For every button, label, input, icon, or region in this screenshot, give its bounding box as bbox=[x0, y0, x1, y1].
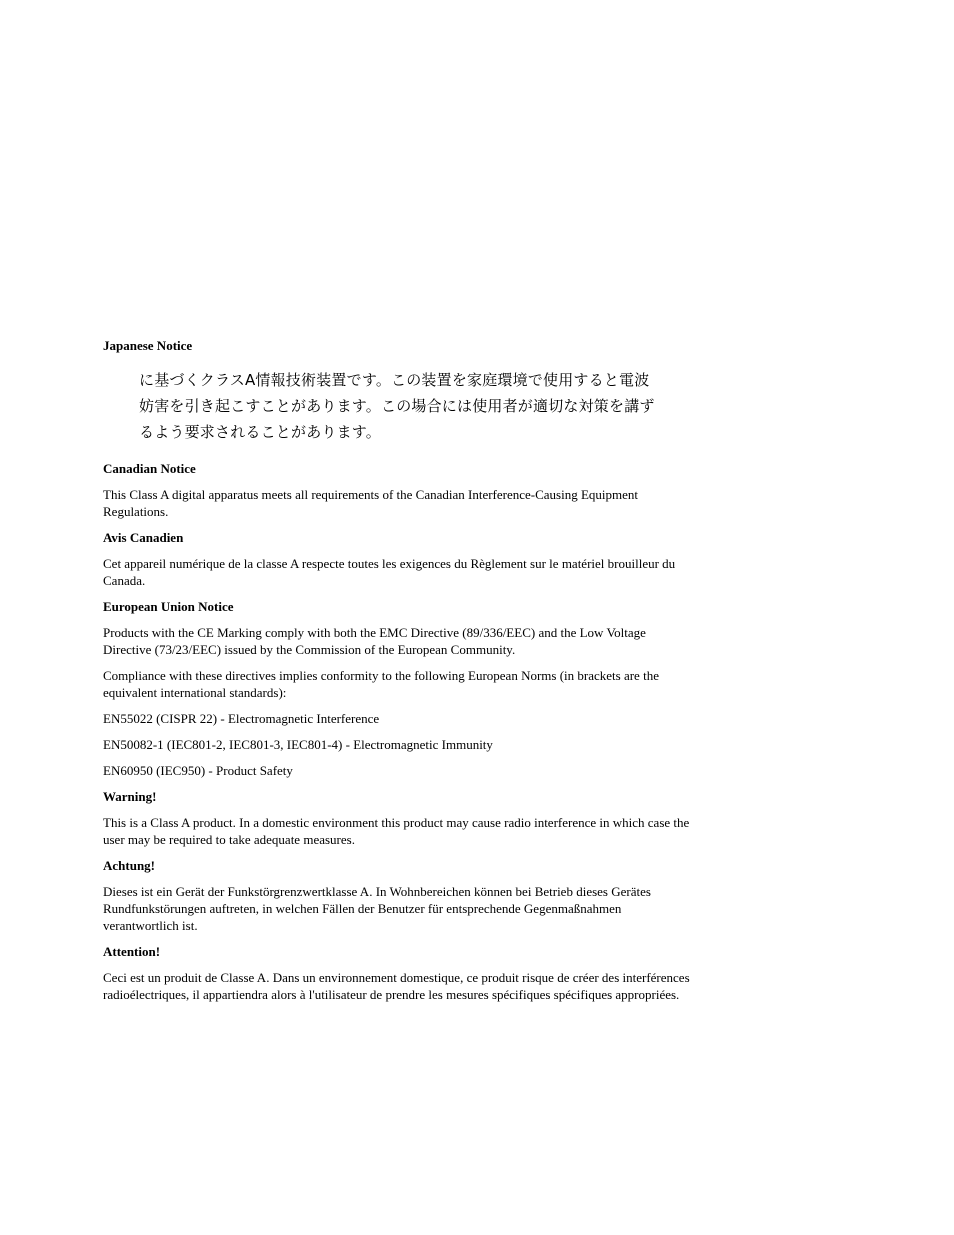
eu-norm-item: EN60950 (IEC950) - Product Safety bbox=[103, 763, 293, 778]
canadian-notice-heading: Canadian Notice bbox=[103, 461, 196, 476]
japanese-notice-line: るよう要求されることがあります。 bbox=[139, 423, 382, 441]
avis-canadien-text: Cet appareil numérique de la classe A respecte toutes les exigences du Règlement sur le matériel brouilleur du Canada. bbox=[103, 556, 676, 588]
canadian-notice-text: This Class A digital apparatus meets all requirements of the Canadian Interference-Causing Equipment Regulations. bbox=[103, 487, 639, 519]
attention-heading: Attention! bbox=[103, 944, 161, 959]
achtung-text: Dieses ist ein Gerät der Funkstörgrenzwertklasse A. In Wohnbereichen können bei Betrieb dieses Gerätes Rundfunkstörungen auftreten, in welchen Fällen der Benutzer für entsprechende Gegenmaßnahmen verantwortlich ist. bbox=[103, 884, 651, 933]
japanese-notice-heading: Japanese Notice bbox=[103, 338, 193, 353]
warning-text: This is a Class A product. In a domestic environment this product may cause radio interference in which case the user may be required to take adequate measures. bbox=[103, 815, 690, 847]
warning-heading: Warning! bbox=[103, 789, 157, 804]
achtung-heading: Achtung! bbox=[103, 858, 156, 873]
japanese-notice-line: に基づくクラスA情報技術装置です。この装置を家庭環境で使用すると電波 bbox=[139, 371, 650, 389]
attention-text: Ceci est un produit de Classe A. Dans un environnement domestique, ce produit risque de créer des interférences radioélectriques, il appartiendra alors à l'utilisateur de prendre les mesures spécifiques spécifiques appropriées. bbox=[103, 970, 690, 1002]
eu-norm-item: EN55022 (CISPR 22) - Electromagnetic Interference bbox=[103, 711, 380, 726]
avis-canadien-heading: Avis Canadien bbox=[103, 530, 184, 545]
eu-notice-heading: European Union Notice bbox=[103, 599, 234, 614]
japanese-notice-line: 妨害を引き起こすことがあります。この場合には使用者が適切な対策を講ず bbox=[139, 397, 655, 415]
eu-notice-paragraph: Products with the CE Marking comply with both the EMC Directive (89/336/EEC) and the Low Voltage Directive (73/23/EEC) issued by the Commission of the European Community. bbox=[103, 625, 646, 657]
document-page bbox=[103, 337, 693, 1012]
eu-notice-paragraph: Compliance with these directives implies conformity to the following European Norms (in brackets are the equivalent international standards): bbox=[103, 668, 659, 700]
eu-norm-item: EN50082-1 (IEC801-2, IEC801-3, IEC801-4) - Electromagnetic Immunity bbox=[103, 737, 493, 752]
japanese-notice-text bbox=[139, 367, 699, 445]
